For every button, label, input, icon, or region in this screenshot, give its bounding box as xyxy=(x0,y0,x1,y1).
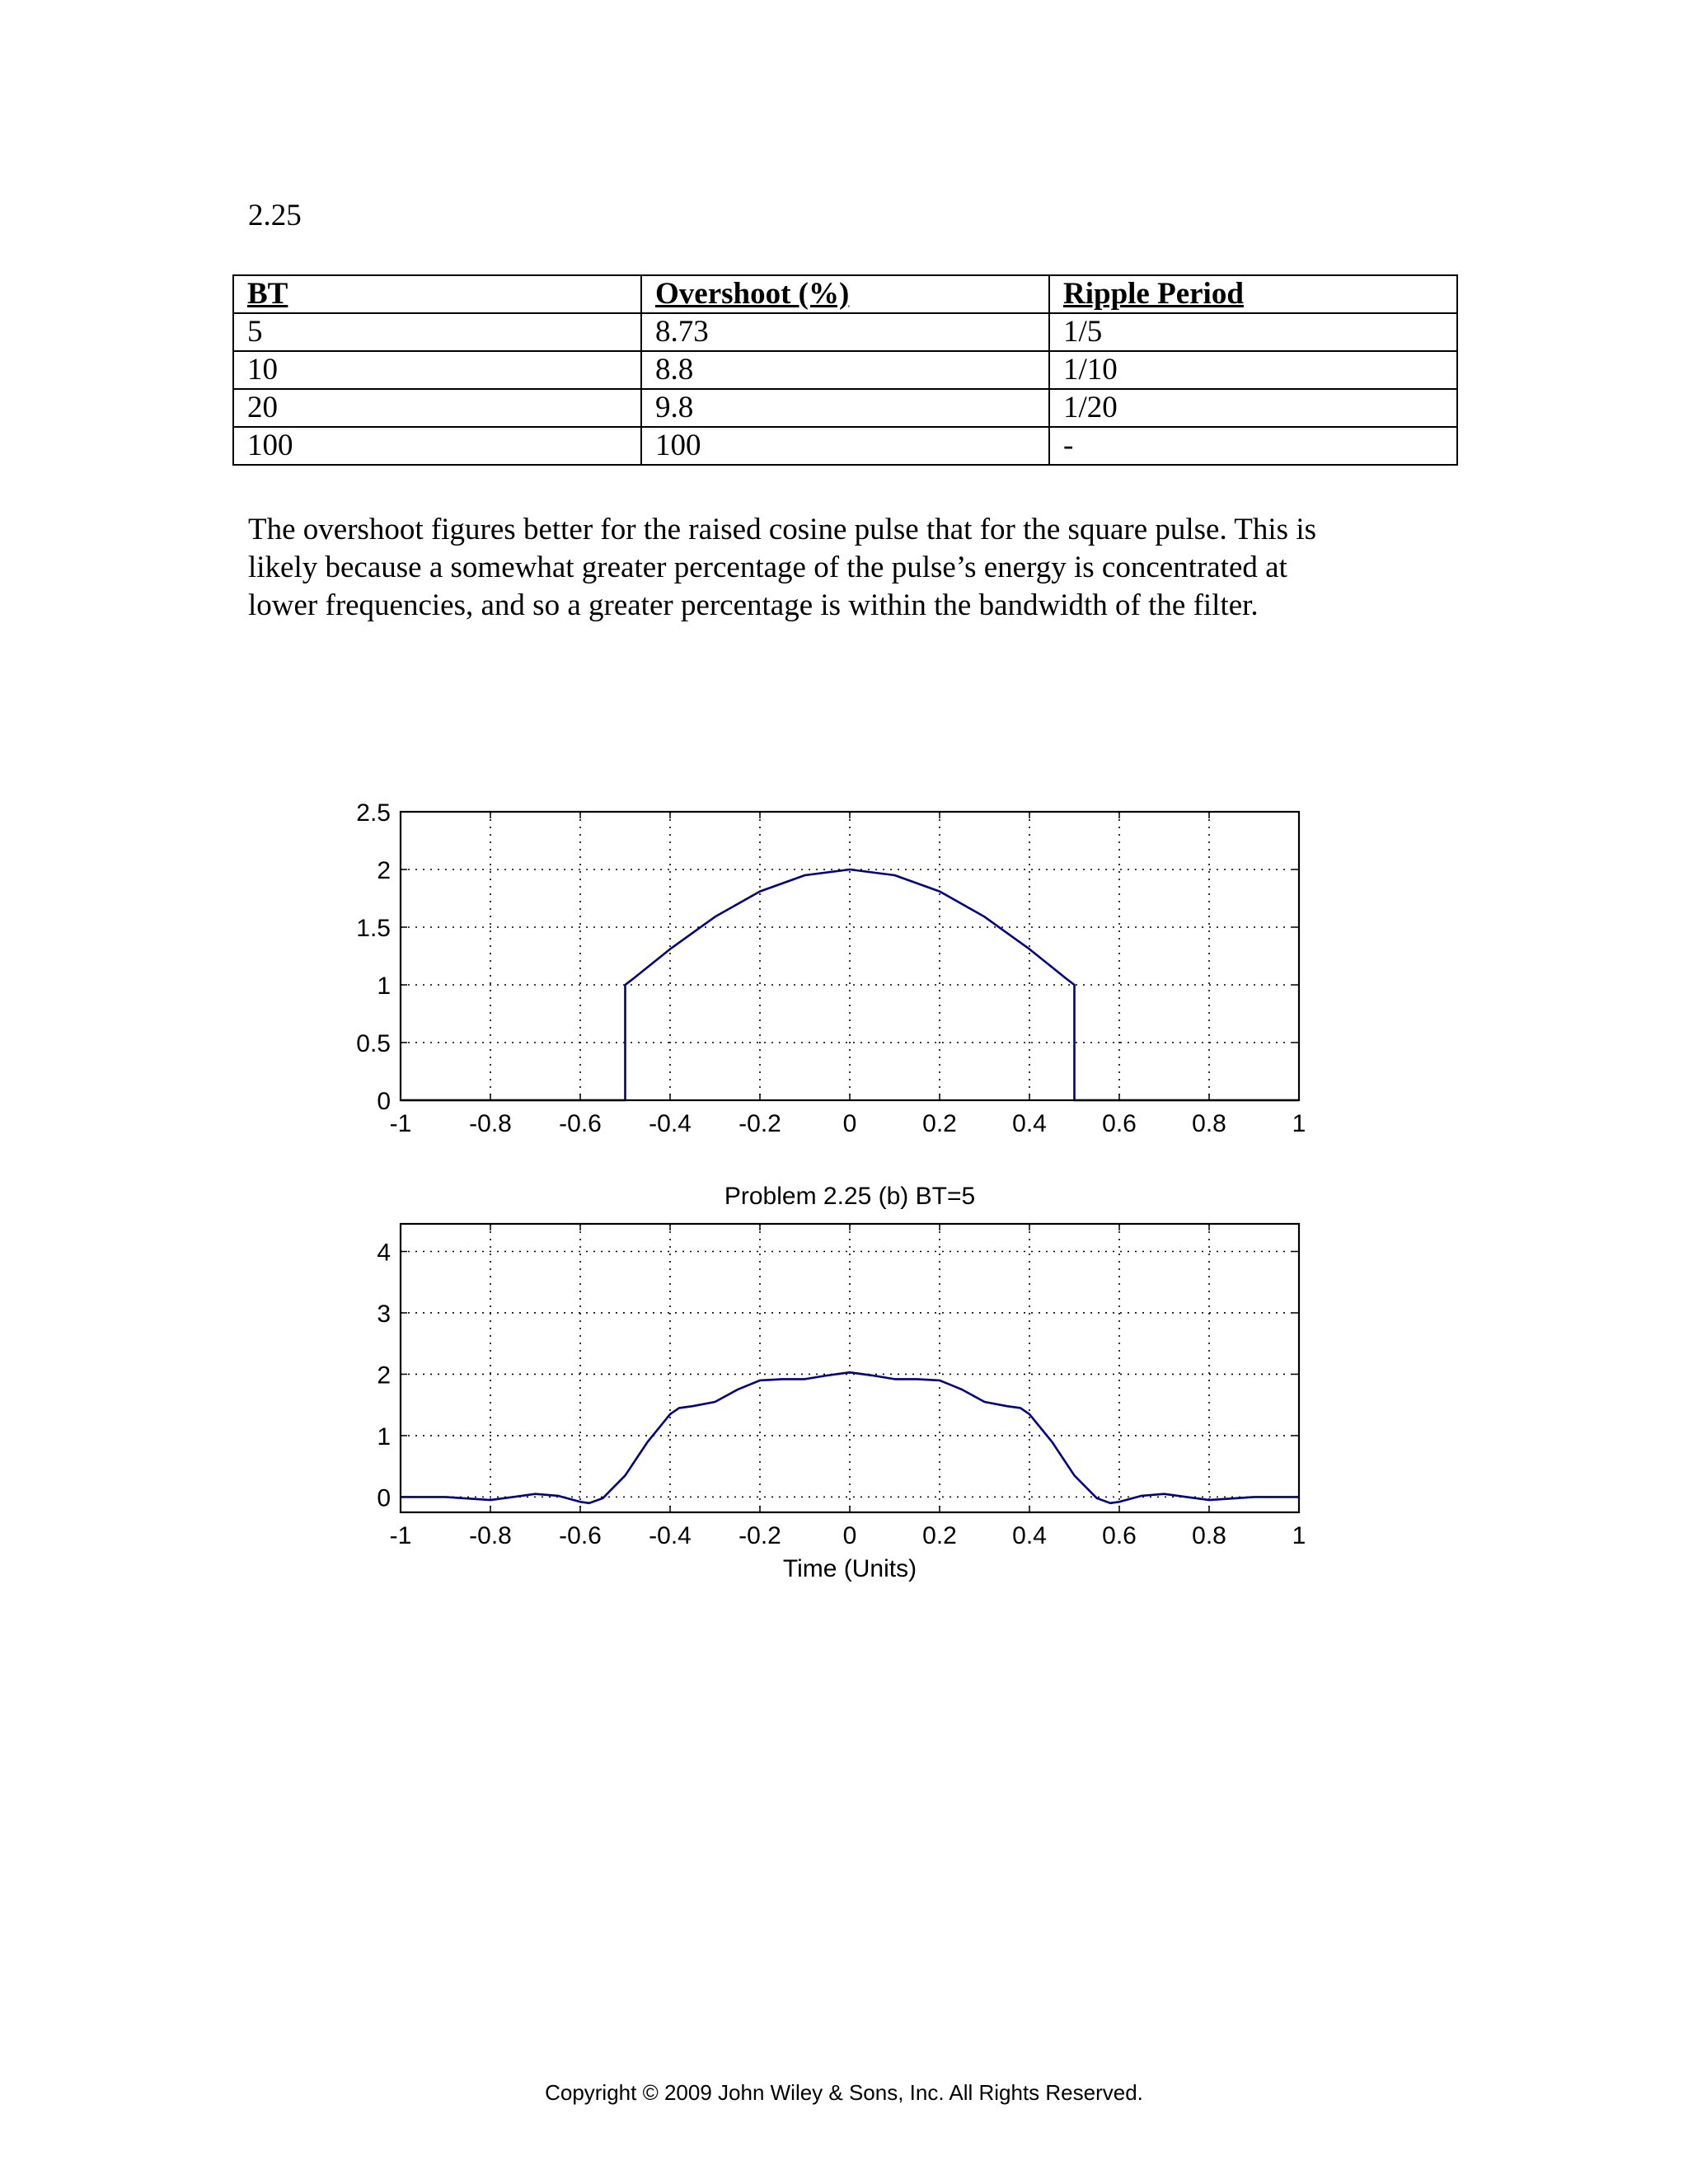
header-ripple-period: Ripple Period xyxy=(1049,275,1457,313)
y-tick-label: 3 xyxy=(377,1300,391,1328)
x-tick-label: -0.2 xyxy=(738,1522,781,1549)
y-tick-label: 2 xyxy=(377,857,391,884)
cell-bt: 5 xyxy=(233,313,641,351)
header-bt: BT xyxy=(233,275,641,313)
cell-overshoot: 8.8 xyxy=(641,351,1049,389)
cell-overshoot: 8.73 xyxy=(641,313,1049,351)
table-row xyxy=(233,351,1457,389)
figure xyxy=(330,783,1352,1599)
x-tick-label: 0.8 xyxy=(1192,1110,1226,1137)
x-axis-label: Time (Units) xyxy=(782,1555,917,1582)
x-tick-label: 0 xyxy=(842,1522,857,1549)
x-tick-label: 1 xyxy=(1292,1522,1306,1549)
header-overshoot: Overshoot (%) xyxy=(641,275,1049,313)
paragraph-line: lower frequencies, and so a greater percentage is within the bandwidth of the filter. xyxy=(248,588,1259,622)
y-tick-label: 2.5 xyxy=(356,799,391,827)
x-tick-label: -0.8 xyxy=(469,1522,512,1549)
chart-title: Problem 2.25 (b) BT=5 xyxy=(724,1183,976,1210)
cell-bt: 20 xyxy=(233,389,641,427)
section-number: 2.25 xyxy=(248,199,302,232)
paragraph-line: The overshoot figures better for the raised cosine pulse that for the square pulse. This is xyxy=(248,513,1317,546)
x-tick-label: -0.6 xyxy=(559,1110,602,1137)
x-tick-label: -0.4 xyxy=(649,1110,692,1137)
table-header-row xyxy=(233,275,1457,313)
x-tick-label: 0.6 xyxy=(1102,1522,1137,1549)
cell-overshoot: 9.8 xyxy=(641,389,1049,427)
cell-overshoot: 100 xyxy=(641,427,1049,465)
y-tick-label: 1.5 xyxy=(356,915,391,942)
y-tick-label: 1 xyxy=(377,1422,391,1451)
y-tick-label: 2 xyxy=(377,1361,391,1390)
table-row xyxy=(233,427,1457,465)
x-tick-label: -0.6 xyxy=(559,1522,602,1549)
copyright-footer: Copyright © 2009 John Wiley & Sons, Inc. All Rights Reserved. xyxy=(545,2080,1143,2105)
results-table xyxy=(232,274,1458,466)
y-tick-label: 1 xyxy=(377,972,391,1000)
cell-ripple-period: 1/20 xyxy=(1049,389,1457,427)
x-tick-label: 0.2 xyxy=(922,1110,957,1137)
y-tick-label: 0 xyxy=(377,1484,391,1512)
table-row xyxy=(233,389,1457,427)
x-tick-label: -1 xyxy=(389,1522,412,1549)
x-tick-label: 0.8 xyxy=(1192,1522,1226,1549)
cell-ripple-period: 1/5 xyxy=(1049,313,1457,351)
table-row xyxy=(233,313,1457,351)
x-tick-label: 1 xyxy=(1292,1110,1306,1137)
paragraph-line: likely because a somewhat greater percentage of the pulse’s energy is concentrated at xyxy=(248,551,1287,584)
figure-svg xyxy=(330,783,1352,1599)
x-tick-label: -1 xyxy=(389,1110,412,1137)
cell-ripple-period: 1/10 xyxy=(1049,351,1457,389)
cell-bt: 100 xyxy=(233,427,641,465)
cell-bt: 10 xyxy=(233,351,641,389)
y-tick-label: 0 xyxy=(377,1088,391,1115)
x-tick-label: 0 xyxy=(842,1110,857,1137)
x-tick-label: 0.4 xyxy=(1012,1522,1047,1549)
discussion-paragraph xyxy=(248,511,1534,625)
y-tick-label: 4 xyxy=(377,1239,391,1267)
x-tick-label: 0.2 xyxy=(922,1522,957,1549)
x-tick-label: -0.2 xyxy=(738,1110,781,1137)
x-tick-label: -0.8 xyxy=(469,1110,512,1137)
cell-ripple-period: - xyxy=(1049,427,1457,465)
x-tick-label: 0.4 xyxy=(1012,1110,1047,1137)
x-tick-label: 0.6 xyxy=(1102,1110,1137,1137)
x-tick-label: -0.4 xyxy=(649,1522,692,1549)
y-tick-label: 0.5 xyxy=(356,1030,391,1057)
